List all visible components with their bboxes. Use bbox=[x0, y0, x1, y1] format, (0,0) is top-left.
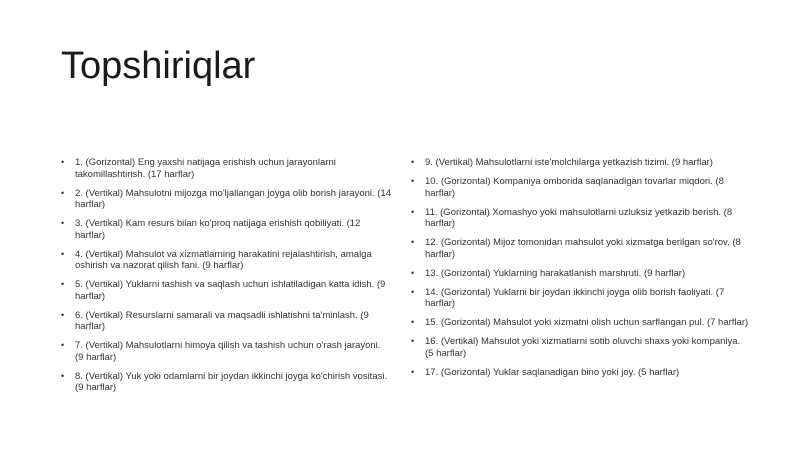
bullet-icon: • bbox=[61, 309, 65, 320]
list-item-text: 16. (Vertikal) Mahsulot yoki xizmatlarni sotib oluvchi shaxs yoki kompaniya. (5 harflar) bbox=[425, 336, 741, 359]
list-item bbox=[411, 287, 751, 310]
list-item bbox=[61, 279, 391, 302]
bullet-icon: • bbox=[61, 340, 65, 350]
list-item-text: 13. (Gorizontal) Yuklarning harakatlanish marshruti. (9 harflar) bbox=[425, 267, 686, 279]
bullet-icon: • bbox=[61, 218, 65, 228]
bullet-icon: • bbox=[411, 286, 415, 297]
list-item-text: 1. (Gorizontal) Eng yaxshi natijaga erishish uchun jarayonlarni takomillashtirish. (17 harflar) bbox=[75, 157, 336, 180]
list-item-text: 5. (Vertikal) Yuklarni tashish va saqlash uchun ishlatiladigan katta idish. (9 harflar) bbox=[75, 279, 386, 302]
bullet-icon: • bbox=[411, 237, 415, 247]
bullet-icon: • bbox=[411, 317, 415, 327]
bullet-icon: • bbox=[61, 370, 65, 381]
list-item-text: 2. (Vertikal) Mahsulotni mijozga mo'ljallangan joyga olib borish jarayoni. (14 harflar) bbox=[75, 187, 392, 210]
list-item bbox=[61, 249, 391, 272]
list-item bbox=[61, 188, 391, 211]
list-item-text: 4. (Vertikal) Mahsulot va xizmatlarning harakatini rejalashtirish, amalga oshirish va nazorat qilish fani. (9 harflar) bbox=[75, 248, 372, 271]
list-item-text: 17. (Gorizontal) Yuklar saqlanadigan bino yoki joy. (5 harflar) bbox=[425, 366, 680, 378]
list-item bbox=[411, 367, 751, 379]
list-item-text: 3. (Vertikal) Kam resurs bilan ko'proq natijaga erishish qobiliyati. (12 harflar) bbox=[75, 218, 361, 241]
list-item bbox=[61, 218, 391, 241]
list-item bbox=[411, 237, 751, 260]
list-item bbox=[411, 176, 751, 199]
list-item bbox=[61, 371, 391, 394]
list-item-text: 12. (Gorizontal) Mijoz tomonidan mahsulot yoki xizmatga berilgan so'rov. (8 harflar) bbox=[425, 237, 741, 260]
list-item bbox=[61, 310, 391, 333]
list-item bbox=[411, 268, 751, 280]
bullet-icon: • bbox=[411, 336, 415, 346]
bullet-icon: • bbox=[411, 206, 415, 217]
list-item bbox=[61, 340, 391, 363]
bullet-icon: • bbox=[61, 279, 65, 289]
list-item bbox=[411, 157, 751, 169]
bullet-icon: • bbox=[61, 157, 65, 167]
list-item bbox=[411, 317, 751, 329]
bullet-icon: • bbox=[411, 157, 415, 167]
list-item-text: 9. (Vertikal) Mahsulotlarni iste'molchilarga yetkazish tizimi. (9 harflar) bbox=[425, 157, 713, 168]
list-item-text: 14. (Gorizontal) Yuklarni bir joydan ikkinchi joyga olib borish faoliyati. (7 harflar) bbox=[425, 286, 725, 309]
list-item-text: 10. (Gorizontal) Kompaniya omborida saqlanadigan tovarlar miqdori. (8 harflar) bbox=[425, 176, 724, 199]
task-list-left bbox=[61, 157, 391, 401]
bullet-icon: • bbox=[61, 187, 65, 198]
list-item-text: 6. (Vertikal) Resurslarni samarali va maqsadli ishlatishni ta'minlash. (9 harflar) bbox=[75, 309, 369, 332]
bullet-icon: • bbox=[411, 176, 415, 186]
list-item-text: 15. (Gorizontal) Mahsulot yoki xizmatni olish uchun sarflangan pul. (7 harflar) bbox=[425, 317, 749, 328]
slide-title: Topshiriqlar bbox=[61, 45, 256, 87]
list-item-text: 11. (Gorizontal) Xomashyo yoki mahsulotlarni uzluksiz yetkazib berish. (8 harflar) bbox=[425, 206, 733, 229]
list-item bbox=[411, 207, 751, 230]
bullet-icon: • bbox=[411, 366, 415, 377]
bullet-icon: • bbox=[411, 267, 415, 278]
list-item-text: 7. (Vertikal) Mahsulotlarni himoya qilish va tashish uchun o'rash jarayoni. (9 harflar) bbox=[75, 340, 381, 363]
list-item bbox=[61, 157, 391, 180]
list-item-text: 8. (Vertikal) Yuk yoki odamlarni bir joydan ikkinchi joyga ko'chirish vositasi. (9 harflar) bbox=[75, 370, 388, 393]
list-item bbox=[411, 336, 751, 359]
task-list-right bbox=[411, 157, 751, 386]
bullet-icon: • bbox=[61, 248, 65, 259]
